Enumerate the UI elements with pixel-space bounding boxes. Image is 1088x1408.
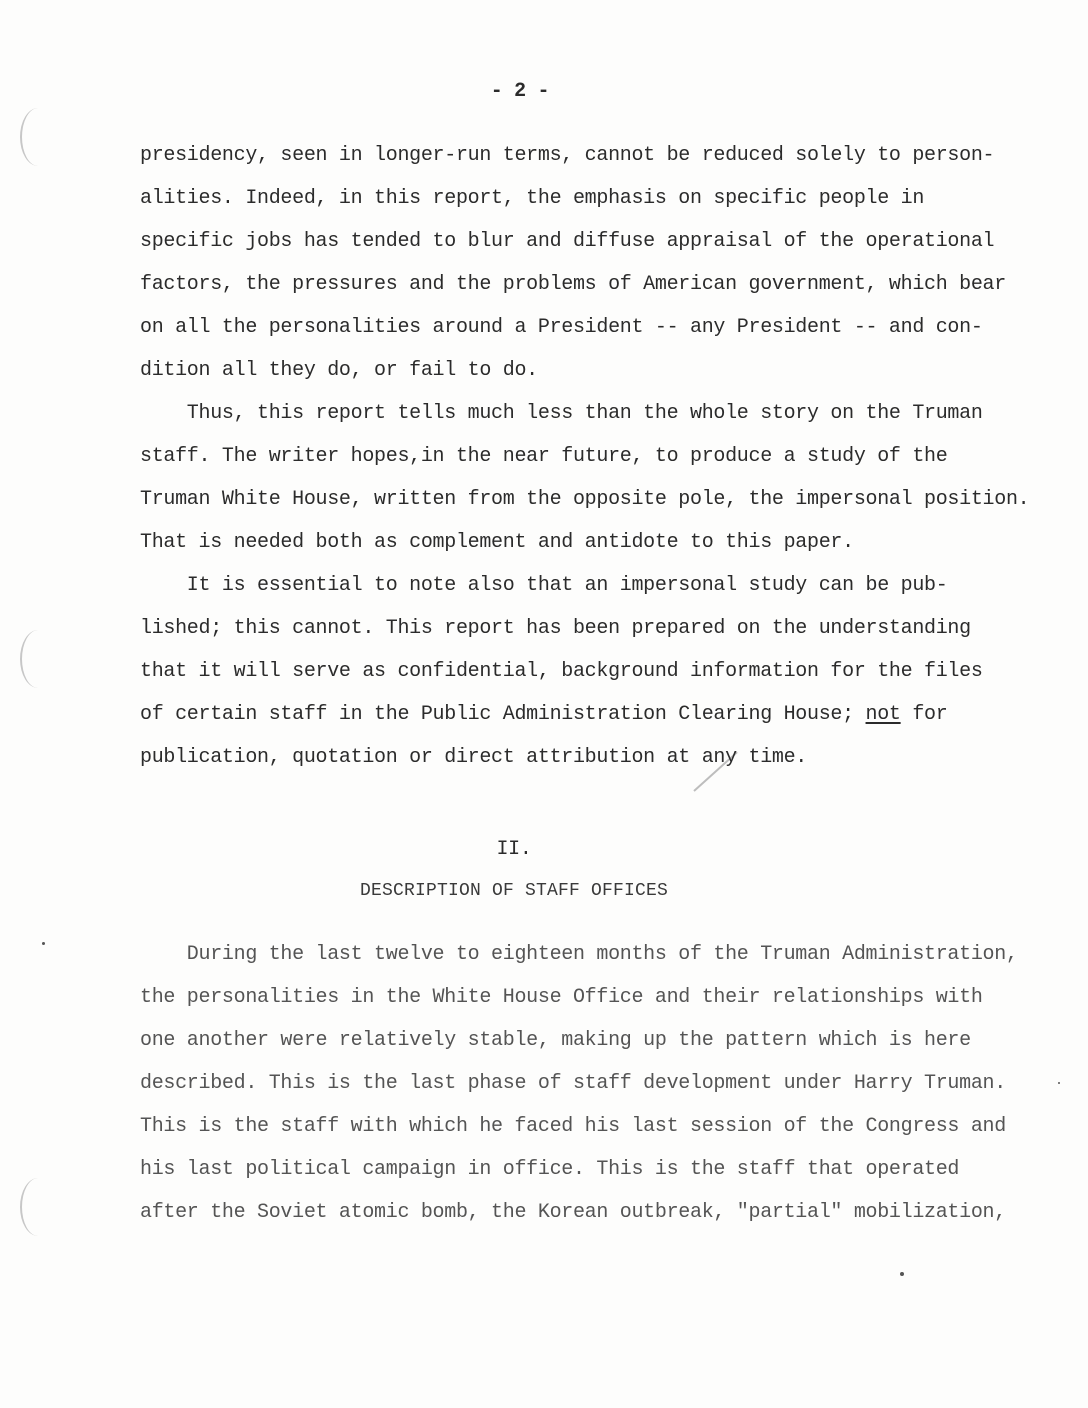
body-line: specific jobs has tended to blur and diffuse appraisal of the operational [140,230,995,253]
body-line: one another were relatively stable, making up the pattern which is here [140,1029,971,1052]
body-line: It is essential to note also that an impersonal study can be pub- [140,574,948,597]
punch-hole-mark-middle [20,630,56,688]
body-line: Thus, this report tells much less than the whole story on the Truman [140,402,983,425]
body-line [140,693,947,736]
ink-speck [42,942,45,945]
body-line: the personalities in the White House Office and their relationships with [140,986,983,1009]
body-line: During the last twelve to eighteen months of the Truman Administration, [140,943,1018,966]
punch-hole-mark-top [20,108,56,166]
ink-speck [900,1272,904,1276]
ink-speck [1058,1082,1060,1084]
section-numeral: II. [496,838,532,861]
body-line: This is the staff with which he faced his last session of the Congress and [140,1115,1006,1138]
underlined-emphasis: not [865,703,901,726]
body-line: factors, the pressures and the problems of American government, which bear [140,273,1006,296]
body-line: That is needed both as complement and antidote to this paper. [140,531,854,554]
punch-hole-mark-bottom [20,1178,56,1236]
body-line: described. This is the last phase of staff development under Harry Truman. [140,1072,1006,1095]
body-line: Truman White House, written from the opposite pole, the impersonal position. [140,488,1030,511]
body-line: dition all they do, or fail to do. [140,359,538,382]
body-line: staff. The writer hopes,in the near future, to produce a study of the [140,445,948,468]
body-line: on all the personalities around a President -- any President -- and con- [140,316,983,339]
body-text: of certain staff in the Public Administration Clearing House; [140,703,866,726]
body-line: that it will serve as confidential, background information for the files [140,660,983,683]
body-line: publication, quotation or direct attribution at any time. [140,746,808,769]
body-line: alities. Indeed, in this report, the emphasis on specific people in [140,187,925,210]
page-number: - 2 - [490,80,550,103]
body-line: lished; this cannot. This report has been prepared on the understanding [140,617,971,640]
section-title: DESCRIPTION OF STAFF OFFICES [359,881,669,901]
body-line: presidency, seen in longer-run terms, cannot be reduced solely to person- [140,144,995,167]
body-line: after the Soviet atomic bomb, the Korean outbreak, "partial" mobilization, [140,1201,1006,1224]
body-text: for [900,703,948,726]
body-line: his last political campaign in office. This is the staff that operated [140,1158,960,1181]
